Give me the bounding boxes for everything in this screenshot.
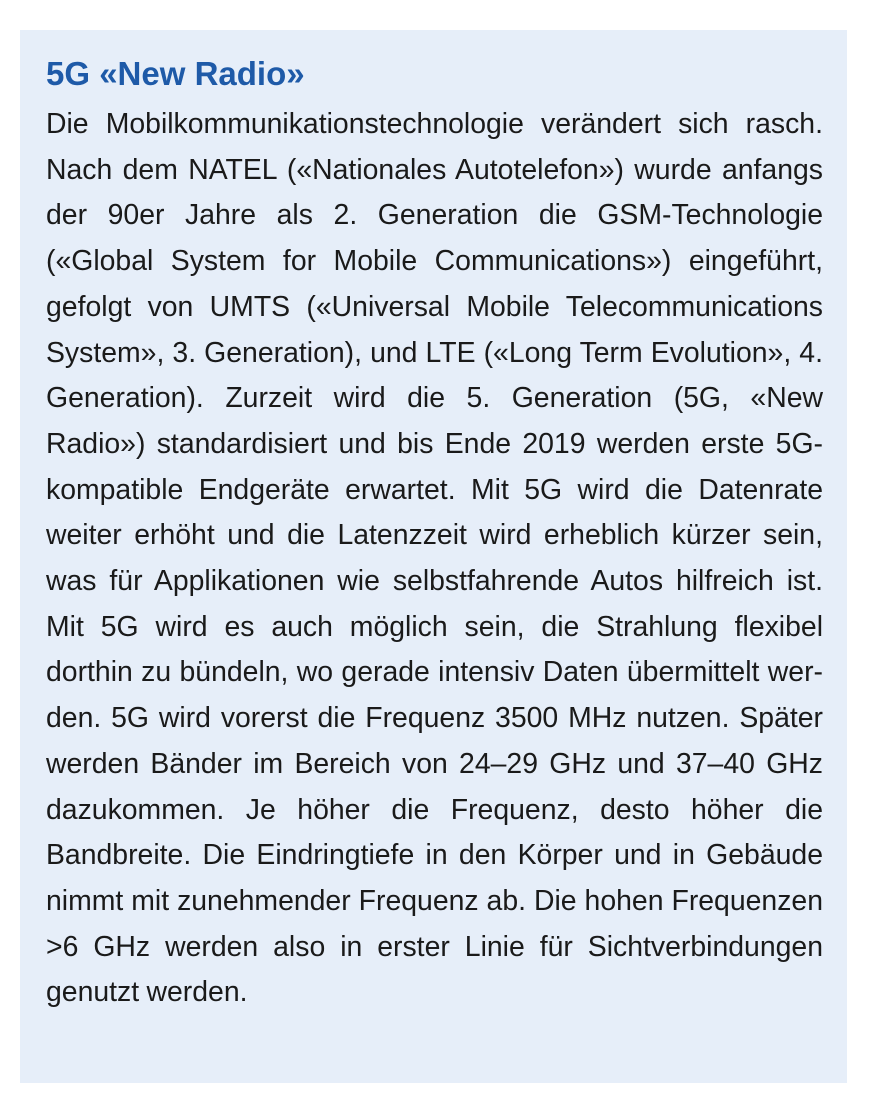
box-title: 5G «New Radio» (46, 55, 305, 92)
box-body-text: Die Mobilkommunikationstechnologie verändert sich rasch. Nach dem NATEL («Nationales Autotelefon») wurde anfangs der 90er Jahre als 2. Generation die GSM-Technologie («Global System for Mobile Communications») eingeführt, gefolgt von UMTS («Universal Mobile Telecommunications System», 3. Generation), und LTE («Long Term Evolution», 4. Generation). Zurzeit wird die 5. Generation (5G, «New Radio») standardisiert und bis Ende 2019 werden erste 5G-kompatible Endgeräte erwartet. Mit 5G wird die Datenrate weiter erhöht und die Latenzzeit wird erheblich kürzer sein, was für Applikationen wie selbstfahrende Autos hilfreich ist. Mit 5G wird es auch möglich sein, die Strahlung flexibel dorthin zu bündeln, wo gerade intensiv Daten übermittelt werden. 5G wird vorerst die Frequenz 3500 MHz nutzen. Später werden Bänder im Bereich von 24–29 GHz und 37–40 GHz dazukommen. Je höher die Frequenz, desto höher die Bandbreite. Die Eindringtiefe in den Körper und in Gebäude nimmt mit zunehmender Frequenz ab. Die hohen Frequenzen >6 GHz werden also in erster Linie für Sichtverbindungen genutzt werden. (46, 108, 823, 1009)
info-box (20, 30, 847, 1083)
